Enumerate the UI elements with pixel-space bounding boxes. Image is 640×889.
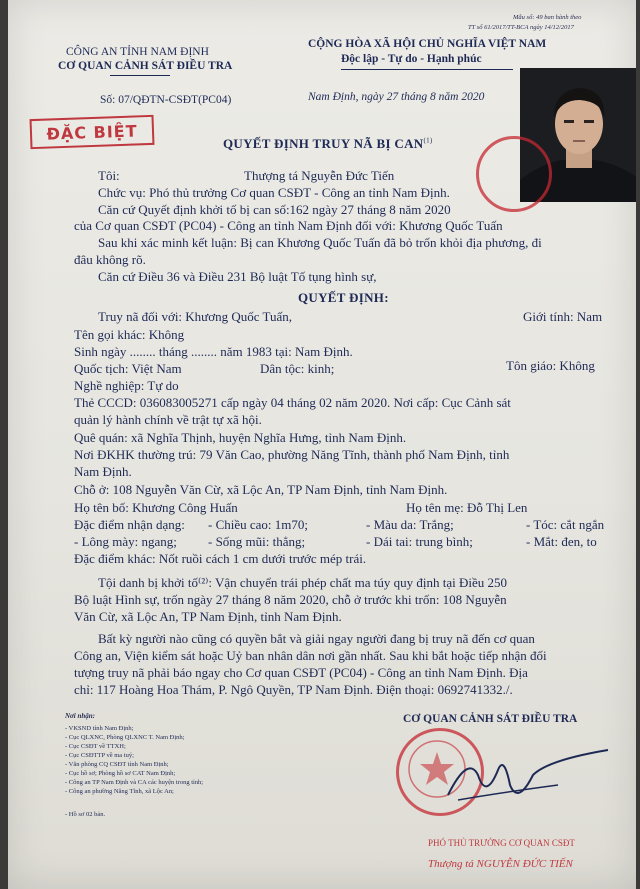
registered-address-line1: Nơi ĐKHK thường trú: 79 Văn Cao, phường Năng Tĩnh, thành phố Nam Định, tỉnh xyxy=(74,447,510,462)
country-name: CỘNG HÒA XÃ HỘI CHỦ NGHĨA VIỆT NAM xyxy=(308,38,547,50)
special-stamp: ĐẶC BIỆT xyxy=(30,115,155,149)
current-residence: Chỗ ở: 108 Nguyễn Văn Cừ, xã Lộc An, TP Nam Định, tỉnh Nam Định. xyxy=(74,482,448,497)
recipient-item: - Cục CSĐTTP về ma tuý; xyxy=(65,752,134,759)
signature-position: PHÓ THỦ TRƯỞNG CƠ QUAN CSĐT xyxy=(428,838,575,848)
form-note-1: Mẫu số: 49 ban hành theo xyxy=(513,14,582,21)
recipient-item: - Cục hồ sơ; Phòng hồ sơ CAT Nam Định; xyxy=(65,770,176,777)
feature-skin: - Màu da: Trắng; xyxy=(366,517,454,532)
notice-line2: Công an, Viện kiểm sát hoặc Uỷ ban nhân dân nơi gần nhất. Sau khi bắt hoặc tiếp nhận đối xyxy=(74,648,547,663)
form-note-2: TT số 61/2017/TT-BCA ngày 14/12/2017 xyxy=(468,24,574,31)
body-l4: của Cơ quan CSĐT (PC04) - Công an tỉnh Nam Định đối với: Khương Quốc Tuấn xyxy=(74,218,503,233)
recipient-item: - Cục QLXNC, Phòng QLXNC T. Nam Định; xyxy=(65,734,185,741)
agency-name: CÔNG AN TỈNH NAM ĐỊNH xyxy=(66,46,209,58)
occupation: Nghề nghiệp: Tự do xyxy=(74,378,179,393)
body-l6: đâu không rõ. xyxy=(74,252,146,267)
document-page xyxy=(8,0,636,889)
notice-line1: Bất kỳ người nào cũng có quyền bắt và giải ngay người đang bị truy nã đến cơ quan xyxy=(98,631,535,646)
recipient-item: - VKSND tỉnh Nam Định; xyxy=(65,725,134,732)
national-motto: Độc lập - Tự do - Hạnh phúc xyxy=(341,53,482,65)
office-name: CƠ QUAN CẢNH SÁT ĐIỀU TRA xyxy=(58,60,233,72)
decision-heading: QUYẾT ĐỊNH: xyxy=(298,290,389,305)
crime-line3: Văn Cừ, xã Lộc An, TP Nam Định, tỉnh Nam Định. xyxy=(74,609,342,624)
feature-height: - Chiều cao: 1m70; xyxy=(208,517,309,532)
header-left-rule xyxy=(110,75,170,76)
recipient-item: - Cục CSĐT về TTXH; xyxy=(65,743,126,750)
crime-line2: Bộ luật Hình sự, trốn ngày 27 tháng 8 năm 2020, chỗ ở trước khi trốn: 108 Nguyễn xyxy=(74,592,507,607)
feature-nose: - Sống mũi: thẳng; xyxy=(208,534,306,549)
signature-office: CƠ QUAN CẢNH SÁT ĐIỀU TRA xyxy=(403,713,578,725)
document-title: QUYẾT ĐỊNH TRUY NÃ BỊ CAN$^{(1)}$ xyxy=(223,136,433,151)
id-card-line2: quản lý hành chính về trật tự xã hội. xyxy=(74,412,262,427)
feature-earlobe: - Dái tai: trung bình; xyxy=(366,534,473,549)
hometown: Quê quán: xã Nghĩa Thịnh, huyện Nghĩa Hưng, tỉnh Nam Định. xyxy=(74,430,407,445)
title-footnote: (1) xyxy=(423,136,433,145)
features-label: Đặc điểm nhận dạng: xyxy=(74,517,185,532)
recipient-item: - Văn phòng CQ CSĐT tỉnh Nam Định; xyxy=(65,761,169,768)
recipient-item: - Công an phường Năng Tĩnh, xã Lộc An; xyxy=(65,788,174,795)
mother-name: Họ tên mẹ: Đỗ Thị Len xyxy=(406,500,528,515)
notice-line4: chỉ: 117 Hoàng Hoa Thám, P. Ngô Quyền, TP Nam Định. Điện thoại: 0692741332./. xyxy=(74,682,513,697)
recipient-item: - Công an TP Nam Định và CA các huyện trong tỉnh; xyxy=(65,779,204,786)
body-l7: Căn cứ Điều 36 và Điều 231 Bộ luật Tố tụng hình sự, xyxy=(98,269,377,284)
body-l2: Chức vụ: Phó thủ trưởng Cơ quan CSĐT - Công an tỉnh Nam Định. xyxy=(98,185,450,200)
handwritten-signature-icon xyxy=(438,745,628,815)
alias: Tên gọi khác: Không xyxy=(74,327,185,342)
feature-eyes: - Mắt: đen, to xyxy=(526,534,597,549)
religion: Tôn giáo: Không xyxy=(506,358,595,373)
date-of-birth: Sinh ngày ........ tháng ........ năm 1983 tại: Nam Định. xyxy=(74,344,353,359)
feature-hair: - Tóc: cắt ngắn xyxy=(526,517,605,532)
id-card-line1: Thẻ CCCD: 036083005271 cấp ngày 04 tháng 02 năm 2020. Nơi cấp: Cục Cảnh sát xyxy=(74,395,511,410)
nationality: Quốc tịch: Việt Nam xyxy=(74,361,182,376)
father-name: Họ tên bố: Khương Công Huấn xyxy=(74,500,238,515)
recipients-list xyxy=(65,724,203,819)
recipients-heading: Nơi nhận: xyxy=(65,712,96,720)
notice-line3: tượng truy nã phải báo ngay cho Cơ quan CSĐT (PC04) - Công an tỉnh Nam Định. Địa xyxy=(74,665,528,680)
body-l1-label: Tôi: xyxy=(98,168,120,183)
body-l1-value: Thượng tá Nguyễn Đức Tiến xyxy=(244,168,395,183)
ethnicity: Dân tộc: kinh; xyxy=(260,361,335,376)
gender: Giới tính: Nam xyxy=(523,309,603,324)
recipient-item: - Hồ sơ 02 bản. xyxy=(65,811,106,818)
body-l3: Căn cứ Quyết định khởi tố bị can số:162 ngày 27 tháng 8 năm 2020 xyxy=(98,202,451,217)
wanted-name: Truy nã đối với: Khương Quốc Tuấn, xyxy=(98,309,293,324)
registered-address-line2: Nam Định. xyxy=(74,464,132,479)
document-date: Nam Định, ngày 27 tháng 8 năm 2020 xyxy=(308,91,485,103)
body-l5: Sau khi xác minh kết luận: Bị can Khương Quốc Tuấn đã bỏ trốn khỏi địa phương, đi xyxy=(98,235,542,250)
feature-eyebrows: - Lông mày: ngang; xyxy=(74,534,177,549)
signature-name: Thượng tá NGUYỄN ĐỨC TIẾN xyxy=(428,858,573,870)
other-features: Đặc điểm khác: Nốt ruồi cách 1 cm dưới trước mép trái. xyxy=(74,551,367,566)
crime-line1: Tội danh bị khởi tố⁽²⁾: Vận chuyển trái phép chất ma túy quy định tại Điều 250 xyxy=(98,575,508,590)
document-number: Số: 07/QĐTN-CSĐT(PC04) xyxy=(100,94,232,106)
seal-top-icon xyxy=(476,136,552,212)
header-right-rule xyxy=(341,69,513,70)
